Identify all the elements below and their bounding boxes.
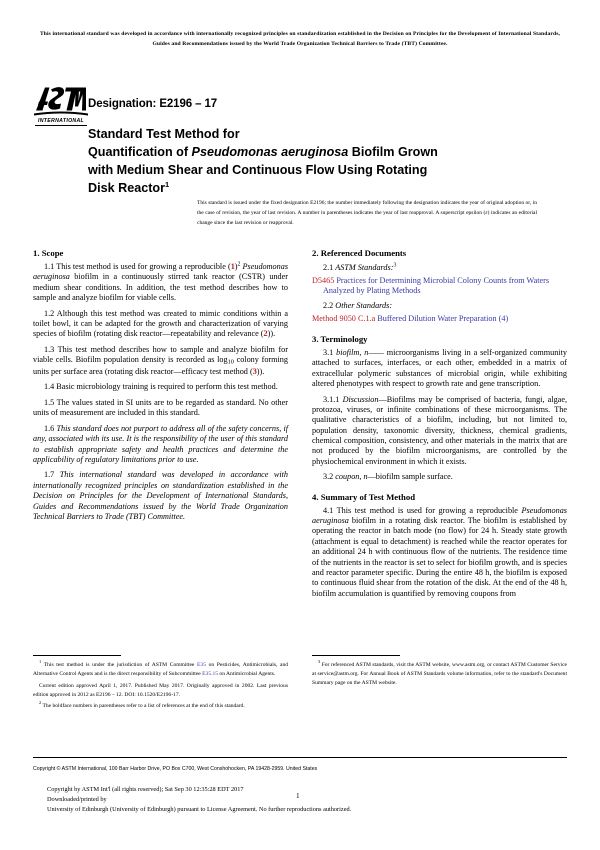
left-column [33, 248, 288, 522]
paragraph-1-3 [33, 345, 288, 377]
astm-logo-mark [33, 84, 89, 118]
subcommittee-e3515-link[interactable]: E35.15 [202, 670, 219, 677]
footnote-marker-2: 2 [237, 261, 241, 268]
footnote-3-text: For referenced ASTM standards, visit the ASTM website, www.astm.org, or contact ASTM Customer Service at service@astm.org. For Annual Book of ASTM Standards volume information, refer to the standard's Document Summary page on the ASTM website. [312, 662, 567, 686]
p13-text-c: )). [256, 366, 265, 376]
p12-text-b: )). [267, 329, 276, 339]
standard-title-link[interactable]: Practices for Determining Microbial Colony Counts from Waters Analyzed by Plating Methods [323, 275, 550, 296]
p41-text-a: 4.1 This test method is used for growing a reproducible [323, 505, 522, 515]
standard-id-link[interactable]: D5465 [312, 275, 335, 285]
paragraph-1-5: 1.5 The values stated in SI units are to be regarded as standard. No other units of measurement are included in this standard. [33, 397, 288, 418]
section-heading-referenced-documents: 2. Referenced Documents [312, 248, 407, 258]
referenced-standard-method-9050[interactable] [312, 314, 567, 325]
p31-definition: — microorganisms living in a self-organized community attached to surfaces, interfaces, or each other, embedded in a matrix of extracellular polymeric substances of microbial origin, while exhibiting altered phenotypes with respect to growth rate and gene transcription. [312, 347, 567, 388]
p32-definition: —biofilm sample surface. [367, 472, 453, 482]
discussion-label: Discussion [342, 394, 379, 404]
footnote-3 [312, 661, 567, 688]
title-line-2-suffix: Biofilm Grown [348, 144, 438, 159]
term-biofilm: biofilm, n— [336, 347, 376, 357]
astm-logo-subtitle: INTERNATIONAL [37, 118, 85, 124]
footnote-1-text-b: on Pesticides, Antimicrobials, and Alternative Control Agents and is the direct responsibility of Subcommittee [33, 662, 289, 677]
right-column [312, 248, 567, 599]
reference-number-1: 1 [230, 261, 235, 271]
p41-species-name: Pseudomonas aeruginosa [312, 505, 567, 525]
p11-text-a: 1.1 This test method is used for growing a reproducible ( [44, 261, 231, 271]
footnote-2-marker: 2 [39, 700, 42, 706]
p12-text-a: 1.2 Although this test method was created to mimic conditions within a toilet bowl, it can be adapted for the growth and characterization of varying species of biofilm (rotating disk reactor—repeatability and relevance ( [33, 308, 288, 339]
download-printed-by-line: Downloaded/printed by [47, 796, 107, 804]
section-heading-terminology: 3. Terminology [312, 333, 368, 344]
paragraph-1-6 [33, 424, 288, 466]
title-line-3: with Medium Shear and Continuous Flow Using Rotating [88, 162, 428, 177]
species-name-italic: Pseudomonas aeruginosa [33, 261, 289, 282]
paragraph-1-1 [33, 262, 288, 304]
footnote-1-text-a: This test method is under the jurisdiction of ASTM Committee [41, 662, 198, 668]
p16-number: 1.6 [44, 423, 57, 433]
section-heading-scope: 1. Scope [33, 248, 64, 258]
title-line-2-prefix: Quantification of [88, 144, 192, 159]
footnotes-left [33, 661, 288, 711]
astm-logo [33, 84, 89, 130]
p17-number: 1.7 [44, 470, 60, 480]
footnote-divider-right [312, 655, 400, 656]
issuance-note: This standard is issued under the fixed designation E2196; the number immediately following the designation indicates the year of original adoption or, in the case of revision, the year of last revision. A number in parentheses indicates the year of last reapproval. A superscript epsilon (ε) indicates an editorial change since the last revision or reapproval. [197, 200, 537, 226]
title-line-1: Standard Test Method for [88, 127, 240, 141]
footnotes-right [312, 661, 567, 688]
paragraph-1-2 [33, 309, 288, 340]
footnote-1 [33, 661, 288, 679]
log-subscript: 10 [227, 358, 234, 366]
reference-number-3: 3 [252, 366, 257, 376]
footnote-edition-info: Current edition approved April 1, 2017. Published May 2017. Originally approved in 2002. Last previous edition approved in 2012 as E2196 – 12. DOI: 10.1520/E2196-17. [33, 682, 288, 698]
title-species-name: Pseudomonas aeruginosa [191, 144, 349, 159]
footnote-divider-left [33, 655, 121, 656]
sub22-number: 2.2 [323, 301, 336, 311]
term-coupon: coupon, n [335, 472, 368, 482]
method-title-link[interactable]: Buffered Dilution Water Preparation (4) [375, 314, 509, 324]
sub22-label: Other Standards: [335, 301, 393, 311]
paragraph-3-2 [312, 472, 567, 482]
p13-text-b: colony forming units per surface area (rotating disk reactor—efficacy test method ( [33, 355, 288, 376]
title-line-4: Disk Reactor [88, 180, 165, 195]
p32-number: 3.2 [323, 472, 336, 482]
subsection-2-1 [312, 263, 567, 273]
p17-text: This international standard was developed in accordance with internationally recognized principles on standardization established in the Decision on Principles for the Development of International Standards, Guides and Recommendations issued by the World Trade Organization Technical Barriers to Trade (TBT) Committee. [33, 470, 289, 521]
logo-underline [35, 125, 87, 126]
paragraph-1-7 [33, 470, 288, 522]
committee-e35-link[interactable]: E35 [197, 662, 206, 668]
title-footnote-marker: 1 [165, 179, 170, 189]
p16-text: This standard does not purport to address all of the safety concerns, if any, associated with its use. It is the responsibility of the user of this standard to establish appropriate safety and health practices and determine the applicability of regulatory limitations prior to use. [33, 423, 289, 464]
p11-text-b: ) [234, 261, 238, 271]
reference-number-2: 2 [263, 329, 268, 339]
subsection-2-2 [312, 301, 567, 311]
footnote-3-marker: 3 [318, 659, 321, 665]
paragraph-4-1 [312, 506, 567, 599]
footer-divider [33, 757, 567, 758]
designation-label: Designation: E2196 – 17 [88, 98, 218, 110]
footnote-1-marker: 1 [39, 659, 42, 665]
p41-text-b: biofilm in a rotating disk reactor. The biofilm is established by operating the reactor in batch mode (no flow) for 24 h. Steady state growth (attachment is equal to detachment) is reached while the reactor operates for an additional 24 h with continuous flow of the nutrients. The residence time of the nutrients in the reactor is set to select for biofilm growth, and is species and reactor parameter specific. During the entire 48 h, the biofilm is exposed to continuous fluid shear from the rotation of the disk. At the end of the 48 h, biofilm accumulation is quantified by removing coupons from [312, 516, 567, 598]
p11-text-d: biofilm in a continuously stirred tank reactor (CSTR) under medium shear conditions. In addition, the test method describes how to sample and analyze biofilm for viable cells. [33, 272, 288, 303]
download-licensee-line: University of Edinburgh (University of Edinburgh) pursuant to License Agreement. No further reproductions authorized. [47, 806, 352, 814]
paragraph-3-1 [312, 348, 567, 390]
download-info [47, 785, 517, 816]
method-id-link[interactable]: Method 9050 C.1.a [312, 314, 376, 324]
p311-number: 3.1.1 [323, 394, 343, 404]
p31-number: 3.1 [323, 347, 337, 357]
paragraph-3-1-1 [312, 395, 567, 468]
p311-text: —Biofilms may be comprised of bacteria, fungi, algae, protozoa, viruses, or infinite combinations of these microorganisms. The qualitative characteristics of a biofilm, including, but not limited to, population density, taxonomic diversity, thickness, chemical gradients, chemical composition, consistency, and other materials in the matrix that are not produced by the biofilm microorganisms, are controlled by the physiochemical environment in which it exists. [312, 394, 567, 466]
footnote-1-text-c: on Antimicrobial Agents. [218, 670, 276, 677]
sub21-number: 2.1 [323, 262, 336, 272]
page-number: 1 [296, 792, 300, 800]
download-copyright-line: Copyright by ASTM Int'l (all rights reserved); Sat Sep 30 12:35:28 EDT 2017 [47, 786, 244, 793]
footnote-2-text: The boldface numbers in parentheses refer to a list of references at the end of this standard. [41, 703, 245, 710]
referenced-standard-d5465[interactable] [312, 276, 567, 297]
copyright-notice: Copyright © ASTM International, 100 Barr Harbor Drive, PO Box C700, West Conshohocken, PA 19428-2959. United States [33, 766, 318, 772]
paragraph-1-4: 1.4 Basic microbiology training is required to perform this test method. [44, 382, 278, 392]
page-title [88, 126, 538, 198]
section-heading-summary: 4. Summary of Test Method [312, 491, 416, 502]
sub21-label: ASTM Standards: [335, 262, 394, 272]
footnote-marker-3: 3 [393, 262, 397, 269]
footnote-2 [33, 702, 288, 711]
p13-text-a: 1.3 This test method describes how to sample and analyze biofilm for viable cells. Biofilm population density is recorded as log [33, 344, 288, 365]
wto-notice: This international standard was developed in accordance with internationally recognized principles on standardization established in the Decision on Principles for the Development of International Standards, Guides and Recommendations issued by the World Trade Organization Technical Barriers to Trade (TBT) Committee. [39, 31, 561, 47]
